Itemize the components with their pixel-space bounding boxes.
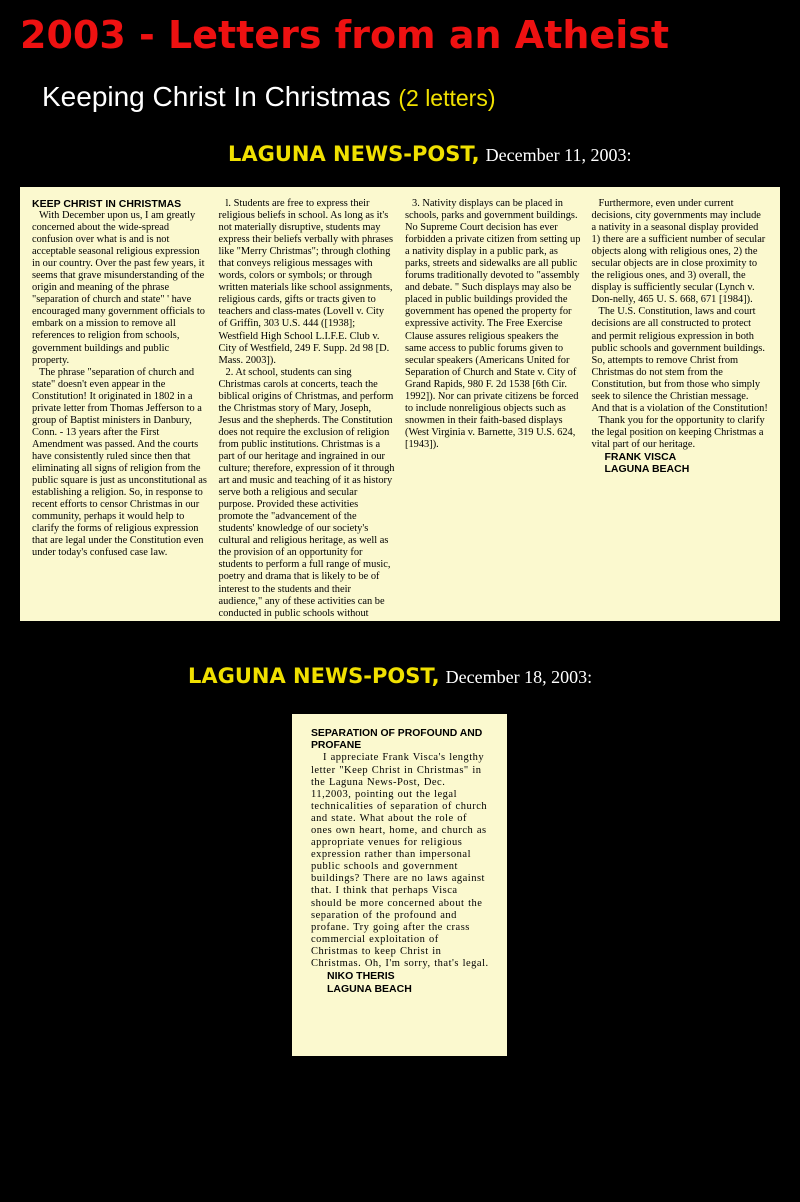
letter1-signature-place: LAGUNA BEACH <box>604 463 690 476</box>
letter2-headline: SEPARATION OF PROFOUND AND PROFANE <box>311 728 483 752</box>
letter1-paragraph: 2. At school, students can sing Christmas carols at concerts, teach the biblical origins of Christmas, and perform the Christmas story of Mary, Joseph, Jesus and the shepherds. The Constitution does not require the exclusion of religion from public institutions. Christmas is a part of our heritage and ingrained in our culture; therefore, expression of it through art and music and teaching of it as history serve both a religious and secular purpose. Provided these activities promote the "advancement of the students' knowledge of our society's cultural and religious heritage, as well as the provision of an opportunity for students to perform a full range of music, poetry and drama that is likely to be of interest to the students and their audience," any of these activities can be conducted in public schools without creating an Establishment Clause problem (Florey v. Sioux Fall School District, 619 F. 2d 1311 [6th Cir. 1980]; Stone v. Graham, 449 U.S. 39 [1980]). <box>218 366 395 667</box>
letter1-column-2 <box>218 198 396 667</box>
letter1-headline: KEEP CHRIST IN CHRISTMAS <box>32 198 182 210</box>
newspaper-name: LAGUNA NEWS-POST, <box>228 142 480 166</box>
publication-date: December 18, 2003: <box>445 667 593 687</box>
letter1-paragraph: Furthermore, even under current decisions, city governments may include a nativity in a seasonal display provided 1) there are a sufficient number of secular objects along with religious ones, 2) the secular objects are in close proximity to the religious ones, and 3) overall, the display is sufficiently secular (Lynch v. Don-nelly, 465 U. S. 668, 671 [1984]). <box>591 198 766 306</box>
publication-date: December 11, 2003: <box>485 145 632 165</box>
letter1-column-4 <box>592 198 769 613</box>
letter2-source <box>188 664 592 688</box>
letter1-paragraph: l. Students are free to express their religious beliefs in school. As long as it's not materially disruptive, students may express their beliefs verbally with phrases like "Merry Christmas"; through clothing that conveys religious messages with words, colors or symbols; or through written materials like school assignments, religious cards, gifts or tracts given to teachers and class-mates (Lovell v. City of Griffin, 303 U.S. 444 ([1938]; Westfield High School L.I.F.E. Club v. City of Westfield, 249 F. Supp. 2d 98 [D. Mass. 2003]). <box>218 198 394 366</box>
subtitle-text: Keeping Christ In Christmas <box>42 81 391 112</box>
letter-count: (2 letters) <box>398 85 496 111</box>
letter2-signature-name: NIKO THERIS <box>327 970 395 983</box>
letter1-paragraph: Thank you for the opportunity to clarify the legal position on keeping Christmas a vital part of our heritage. <box>591 414 765 450</box>
letter2-body: I appreciate Frank Visca's lengthy letter "Keep Christ in Christmas" in the Laguna News-Post, Dec. 11,2003, pointing out the legal technicalities of separation of church and state. What about the role of ones own heart, home, and church as appropriate venues for religious expression rather than impersonal public schools and government buildings? There are no laws against that. I think that perhaps Visca should be more concerned about the separation of the profound and profane. Try going after the crass commercial exploitation of Christmas to keep Christ in Christmas. Oh, I'm sorry, that's legal. <box>311 752 489 969</box>
letter2-signature-place: LAGUNA BEACH <box>327 982 412 995</box>
letter1-source <box>228 142 631 166</box>
letter1-paragraph: 3. Nativity displays can be placed in schools, parks and government buildings. No Supreme Court decision has ever forbidden a private citizen from setting up a nativity display in a public park, as parks, streets and sidewalks are all public forums traditionally devoted to "assembly and debate. " Such displays may also be placed in public buildings provided the government has opened the property for expressive activity. The Free Exercise Clause assures religious speakers the same access to public forums given to secular speakers (Americans United for Separation of Church and State v. City of Grand Rapids, 980 F. 2d 1538 [6th Cir. 1992]). Nor can private citizens be forced to include nonreligious objects such as snowmen in their faith-based displays (West Virginia v. Barnette, 319 U.S. 624, [1943]). <box>405 198 581 450</box>
letter1-paragraph: With December upon us, I am greatly concerned about the wide-spread confusion over what is and is not acceptable seasonal religious expression in our country. Over the past few years, it seems that grave misunderstanding of the origin and meaning of the phrase "separation of church and state" ' have encouraged many government officials to embark on a mission to remove all references to religion from schools, government buildings and public property. <box>32 210 205 366</box>
letter1-paragraph: The phrase "separation of church and state" doesn't even appear in the Constitution! It originated in 1802 in a private letter from Thomas Jefferson to a group of Baptist ministers in Danbury, Conn. - 13 years after the First Amendment was passed. And the courts have consistently ruled since then that eliminating all signs of religion from the public square is just as unconstitutional as establishing a religion. So, in response to recent efforts to censor Christmas in our community, perhaps it would help to clarify the forms of religious expression that are legal under the Constitution even under today's confused case law. <box>32 366 207 559</box>
letter2-clipping <box>292 714 507 1056</box>
newspaper-name: LAGUNA NEWS-POST, <box>188 664 440 688</box>
letter1-paragraph: The U.S. Constitution, laws and court decisions are all constructed to protect and permit religious expression in both public schools and government buildings. So, attempts to remove Christ from Christmas do not stem from the Constitution, but from those who simply seek to silence the Christian message. And that is a violation of the Constitution! <box>591 306 768 414</box>
letter1-column-3 <box>405 198 582 613</box>
letter1-signature-name: FRANK VISCA <box>604 450 677 463</box>
letter1-clipping <box>20 187 780 667</box>
page-title: 2003 - Letters from an Atheist <box>20 13 670 57</box>
letter1-column-1 <box>32 198 209 613</box>
section-subtitle <box>42 80 496 115</box>
